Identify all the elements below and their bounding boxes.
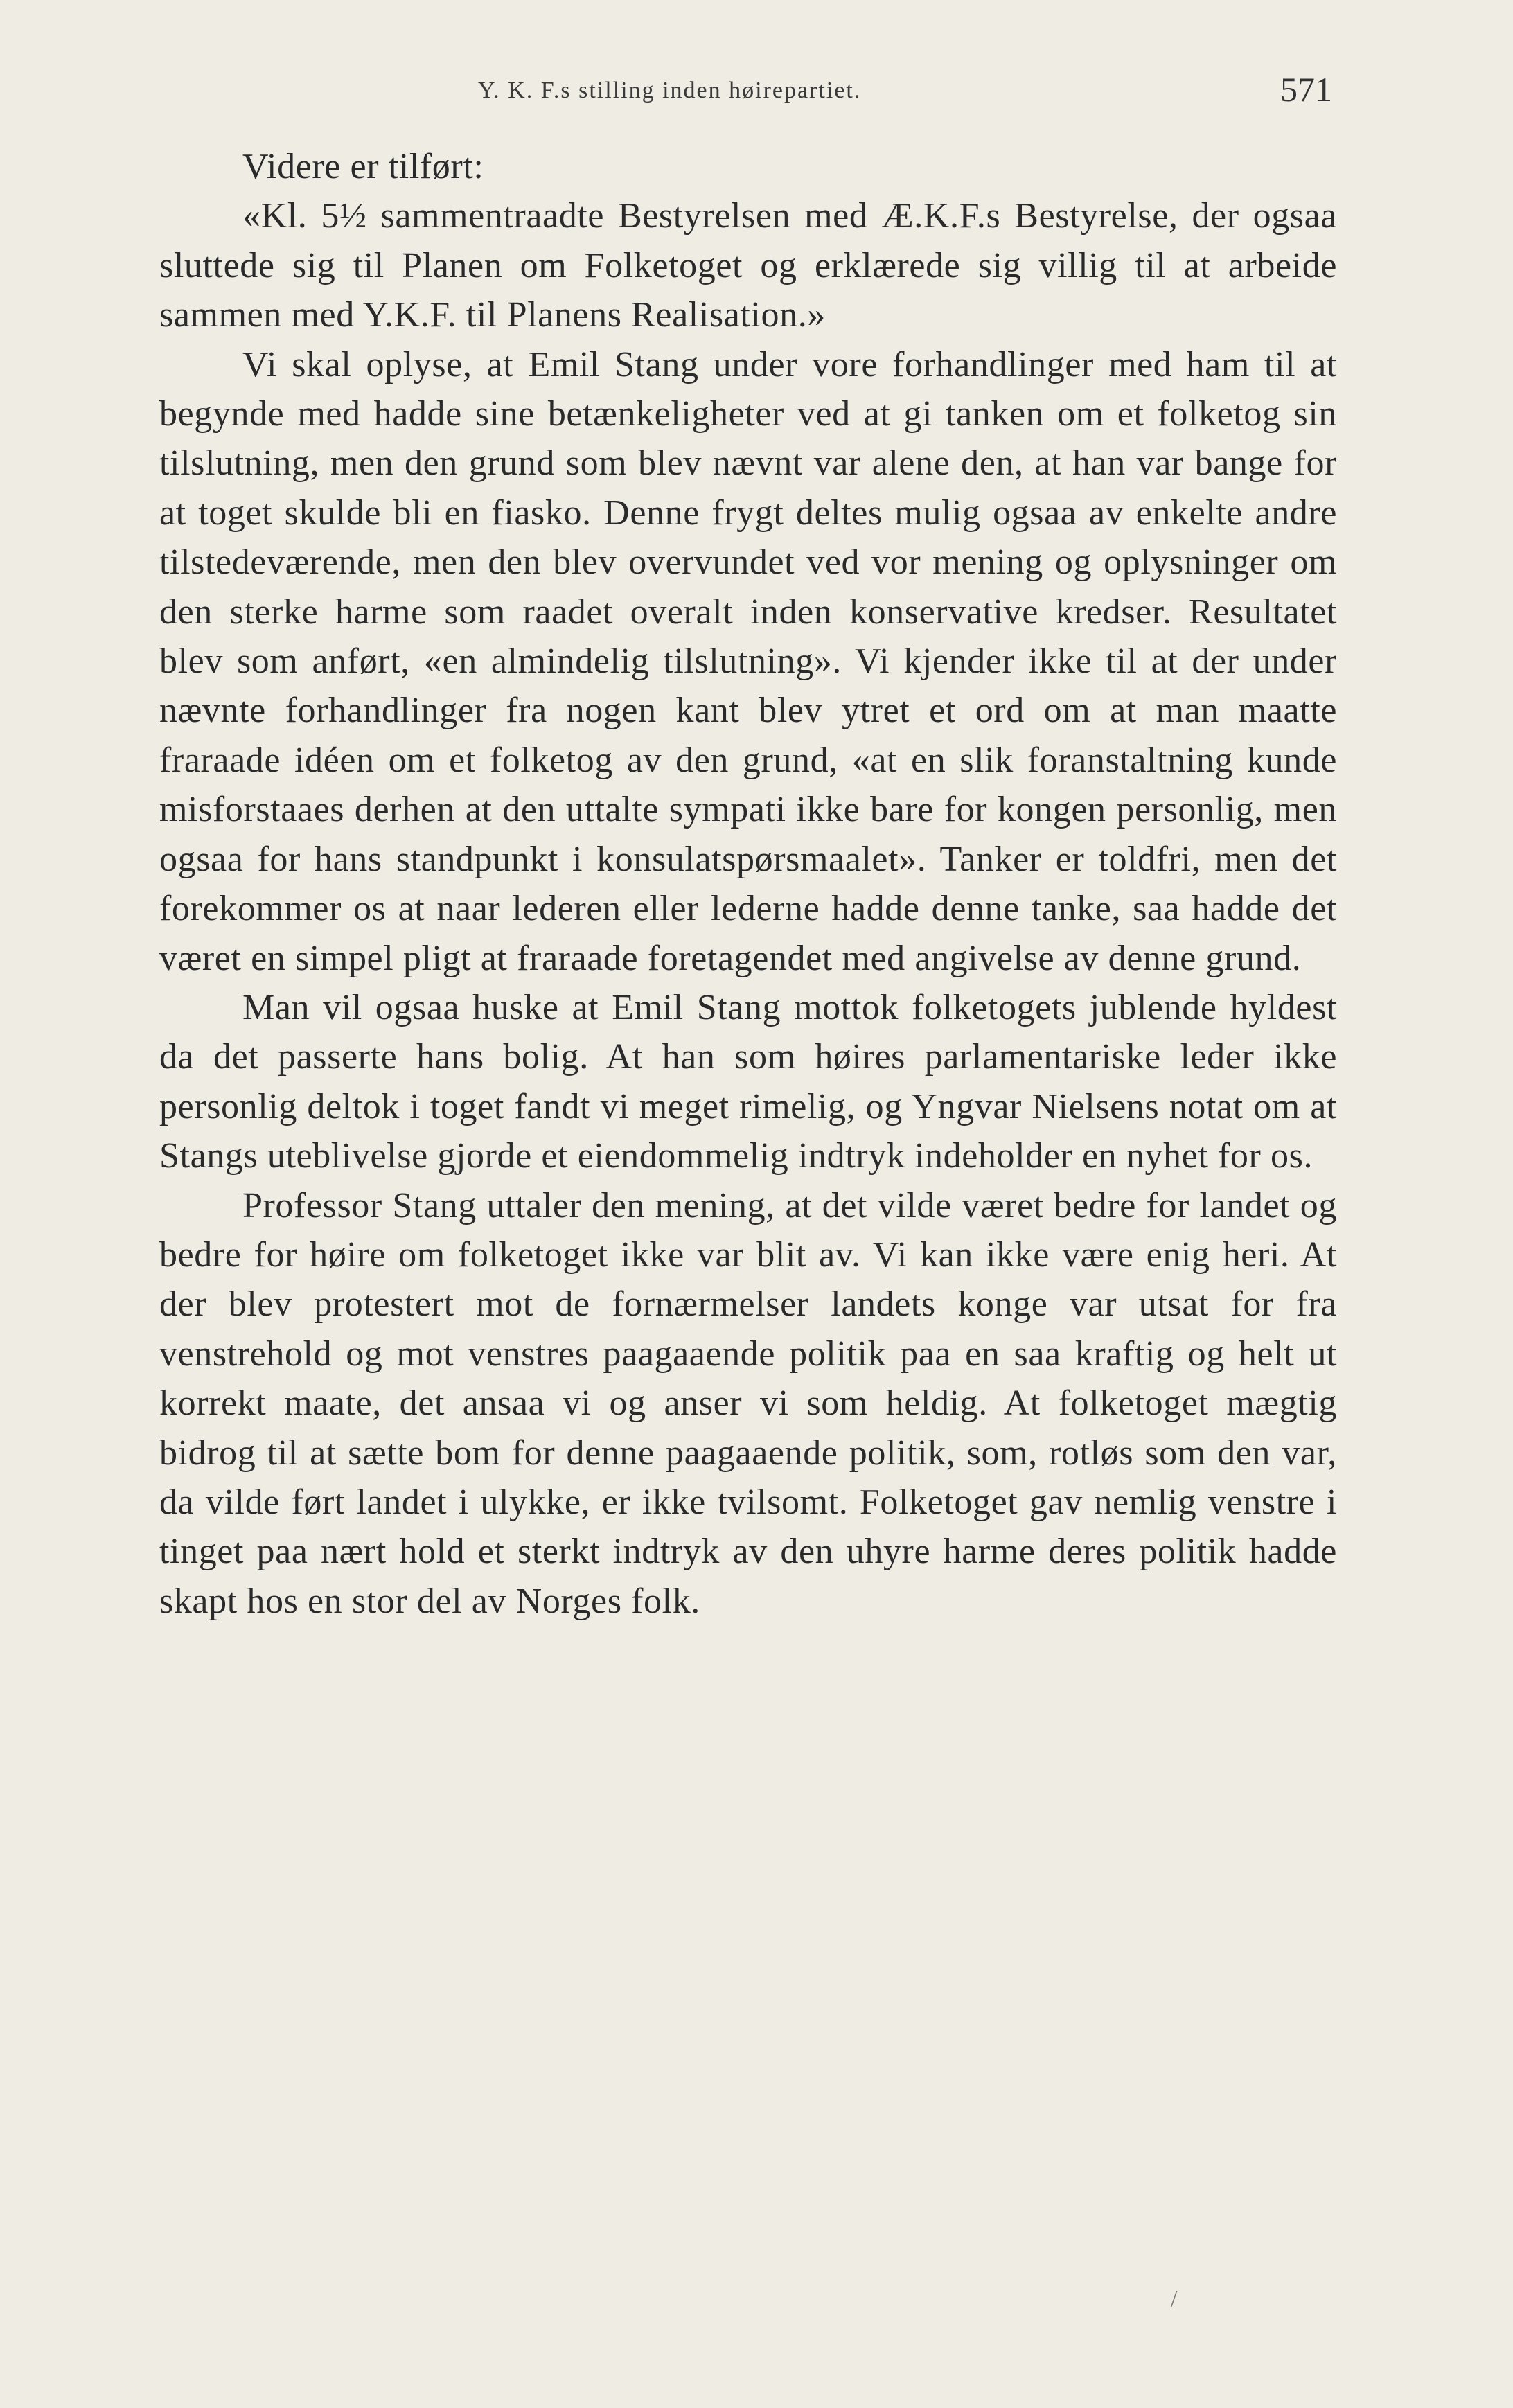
paragraph: Videre er tilført: xyxy=(242,147,484,186)
paragraph: Professor Stang uttaler den mening, at det vilde været bedre for landet og bedre for høire om folketoget ikke var blit av. Vi kan ikke være enig heri. At der blev protestert mot de fornærmelser landets konge var utsat for fra venstrehold og mot venstres paagaaende politik paa en saa kraftig og helt ut korrekt maate, det ansaa vi og anser vi som heldig. At folketoget mægtig bidrog til at sætte bom for denne paagaaende politik, som, rotløs som den var, da vilde ført landet i ulykke, er ikke tvilsomt. Folketoget gav nemlig venstre i tinget paa nært hold et sterkt indtryk av den uhyre harme deres politik hadde skapt hos en stor del av Norges folk. xyxy=(159,1185,1337,1621)
paragraph: «Kl. 5½ sammentraadte Bestyrelsen med Æ.K.F.s Bestyrelse, der ogsaa sluttede sig til Planen om Folketoget og erklærede sig villig til at arbeide sammen med Y.K.F. til Planens Realisation.» xyxy=(159,196,1337,335)
paragraph: Man vil ogsaa huske at Emil Stang mottok folketogets jublende hyldest da det passerte hans bolig. At han som høires parlamentariske leder ikke personlig deltok i toget fandt vi meget rimelig, og Yngvar Nielsens notat om at Stangs uteblivelse gjorde et eiendommelig indtryk indeholder en nyhet for os. xyxy=(159,987,1337,1176)
stray-mark: / xyxy=(1171,2286,1178,2312)
running-head: Y. K. F.s stilling inden høirepartiet. xyxy=(478,78,862,103)
page-number: 571 xyxy=(1280,70,1332,109)
page-header xyxy=(0,69,1513,125)
paragraph: Vi skal oplyse, at Emil Stang under vore forhandlinger med ham til at begynde med hadde sine betænkeligheter ved at gi tanken om et folketog sin tilslutning, men den grund som blev nævnt var alene den, at han var bange for at toget skulde bli en fiasko. Denne frygt deltes mulig ogsaa av enkelte andre tilstedeværende, men den blev overvundet ved vor mening og oplysninger om den sterke harme som raadet overalt inden konservative kredser. Resultatet blev som anført, «en almindelig tilslutning». Vi kjender ikke til at der under nævnte forhandlinger fra nogen kant blev ytret et ord om at man maatte fraraade idéen om et folketog av den grund, «at en slik foranstaltning kunde misforstaaes derhen at den uttalte sympati ikke bare for kongen personlig, men ogsaa for hans standpunkt i konsulatspørsmaalet». Tanker er toldfri, men det forekommer os at naar lederen eller lederne hadde denne tanke, saa hadde det været en simpel pligt at fraraade foretagendet med angivelse av denne grund. xyxy=(159,344,1337,978)
body-text xyxy=(159,142,1337,1626)
